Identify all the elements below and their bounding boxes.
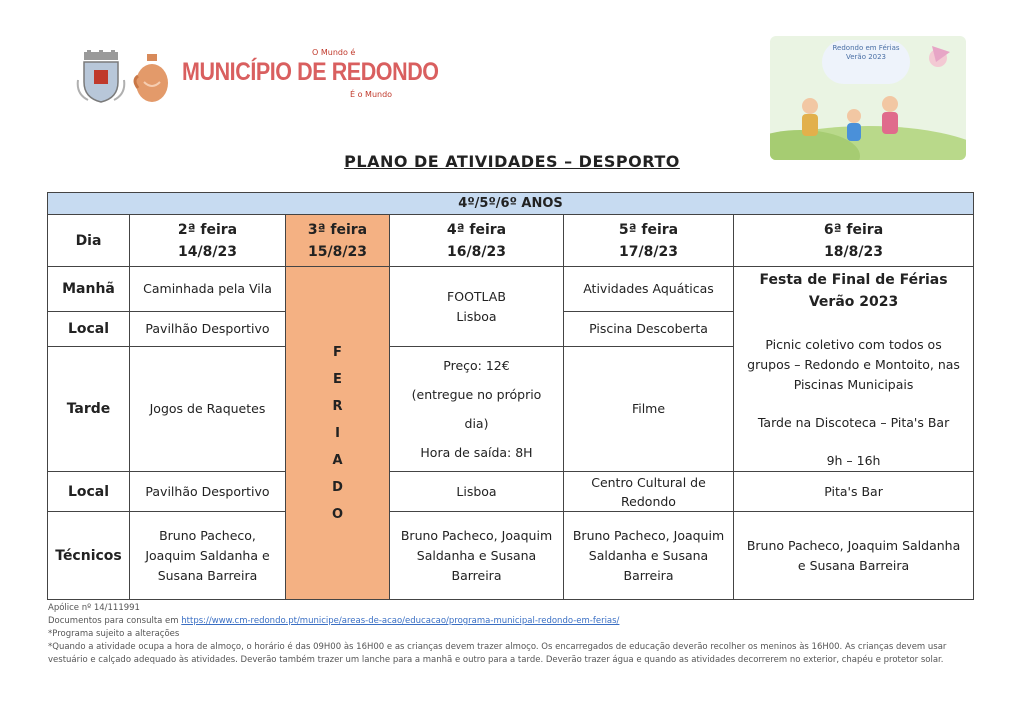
day-name: 3ª feira: [307, 221, 368, 238]
days-row: [48, 215, 974, 267]
age-group-header: 4º/5º/6º ANOS: [48, 193, 974, 215]
day-header-thursday: [564, 215, 734, 267]
wednesday-morning-cell: [390, 267, 564, 347]
place-row-2: [48, 472, 974, 512]
changes-note: *Programa sujeito a alterações: [48, 629, 180, 639]
clay-jar-icon: [132, 52, 172, 104]
thursday-afternoon-cell: Filme: [564, 347, 734, 472]
logo-brand-name: MUNICÍPIO DE REDONDO: [182, 58, 439, 86]
lunch-note: *Quando a atividade ocupa a hora de almoço, o horário é das 09H00 às 16H00 e as crianças devem trazer almoço. Os encarregados de educação deverão recolher os meninos às 16H00. As crianças devem usar vestuário e calçado adequado às atividades. Deverão também trazer um lanche para a manhã e outro para a tarde. Deverão trazer água e quando as atividades decorrerem no exterior, chapéu e protetor solar.: [48, 642, 947, 665]
day-name: 5ª feira: [618, 221, 679, 238]
thursday-place2-cell: [564, 472, 734, 512]
day-header-tuesday: [286, 215, 390, 267]
coat-of-arms-icon: [76, 50, 126, 104]
staff-line: Saldanha e Susana: [416, 547, 537, 563]
thursday-morning-cell: Atividades Aquáticas: [564, 267, 734, 312]
price-line: Preço: 12€: [443, 358, 510, 374]
friday-staff-cell: [734, 512, 974, 600]
staff-line: Susana Barreira: [157, 567, 258, 583]
event-line: Piscinas Municipais: [793, 377, 914, 392]
staff-line: Bruno Pacheco, Joaquim: [400, 527, 553, 543]
event-line: Picnic coletivo com todos os: [765, 337, 942, 352]
event-title: Festa de Final de Férias: [759, 272, 948, 288]
day-date: 18/8/23: [824, 243, 883, 260]
day-name: 4ª feira: [446, 221, 507, 238]
departure-time: Hora de saída: 8H: [420, 445, 533, 461]
staff-line: Saldanha e Susana: [588, 547, 709, 563]
staff-line: Joaquim Saldanha e: [145, 547, 270, 563]
staff-row: [48, 512, 974, 600]
wednesday-place2-cell: Lisboa: [390, 472, 564, 512]
monday-staff-cell: [130, 512, 286, 600]
wednesday-staff-cell: [390, 512, 564, 600]
activity-place: Lisboa: [456, 308, 497, 324]
friday-event-cell: [734, 267, 974, 472]
holiday-letter: E: [333, 371, 342, 387]
friday-place2-cell: Pita's Bar: [734, 472, 974, 512]
event-subtitle: Verão 2023: [808, 294, 899, 310]
thursday-staff-cell: [564, 512, 734, 600]
footer-notes: [48, 602, 978, 667]
place-line: Redondo: [621, 493, 676, 509]
activity-name: FOOTLAB: [447, 288, 506, 304]
day-column-label: Dia: [48, 215, 130, 267]
event-line: Tarde na Discoteca – Pita's Bar: [757, 415, 950, 430]
holiday-letter: F: [333, 344, 342, 360]
day-date: 16/8/23: [447, 243, 506, 260]
day-header-monday: [130, 215, 286, 267]
holiday-letter: I: [335, 425, 340, 441]
summer-banner: [770, 36, 966, 160]
thursday-place-cell: Piscina Descoberta: [564, 312, 734, 347]
wednesday-afternoon-cell: [390, 347, 564, 472]
staff-line: Bruno Pacheco, Joaquim Saldanha: [746, 537, 961, 553]
day-date: 17/8/23: [619, 243, 678, 260]
day-date: 14/8/23: [178, 243, 237, 260]
morning-row: [48, 267, 974, 312]
monday-afternoon-cell: Jogos de Raquetes: [130, 347, 286, 472]
row-label-afternoon: Tarde: [48, 347, 130, 472]
day-name: 6ª feira: [823, 221, 884, 238]
banner-caption: Redondo em Férias Verão 2023: [832, 44, 900, 61]
page-title: PLANO DE ATIVIDADES – DESPORTO: [344, 152, 680, 171]
place-line: Centro Cultural de: [591, 474, 706, 490]
documents-label: Documentos para consulta em: [48, 616, 182, 626]
holiday-letter: A: [332, 452, 343, 468]
activities-table: [47, 192, 974, 600]
municipality-logo: [76, 46, 439, 108]
day-header-friday: [734, 215, 974, 267]
day-name: 2ª feira: [177, 221, 238, 238]
row-label-place: Local: [48, 312, 130, 347]
staff-line: Barreira: [451, 567, 502, 583]
row-label-place: Local: [48, 472, 130, 512]
group-header-row: [48, 193, 974, 215]
staff-line: e Susana Barreira: [797, 557, 910, 573]
logo-top-tagline: O Mundo é: [312, 48, 356, 57]
row-label-staff: Técnicos: [48, 512, 130, 600]
staff-line: Bruno Pacheco, Joaquim: [572, 527, 725, 543]
logo-bottom-tagline: É o Mundo: [350, 90, 393, 99]
holiday-cell: [286, 267, 390, 600]
staff-line: Barreira: [623, 567, 674, 583]
monday-morning-cell: Caminhada pela Vila: [130, 267, 286, 312]
staff-line: Bruno Pacheco,: [159, 527, 256, 543]
row-label-morning: Manhã: [48, 267, 130, 312]
documents-link[interactable]: https://www.cm-redondo.pt/municipe/areas-de-acao/educacao/programa-municipal-redondo-em-ferias/: [181, 616, 620, 626]
policy-number: Apólice nº 14/111991: [48, 603, 140, 613]
price-note: dia): [464, 416, 489, 432]
day-date: 15/8/23: [308, 243, 367, 260]
holiday-letter: O: [331, 506, 344, 522]
holiday-letter: D: [332, 479, 343, 495]
event-hours: 9h – 16h: [826, 453, 881, 468]
event-line: grupos – Redondo e Montoito, nas: [747, 357, 960, 372]
monday-place-cell: Pavilhão Desportivo: [130, 312, 286, 347]
documents-line: [48, 615, 978, 628]
price-note: (entregue no próprio: [411, 387, 542, 403]
day-header-wednesday: [390, 215, 564, 267]
monday-place2-cell: Pavilhão Desportivo: [130, 472, 286, 512]
holiday-letter: R: [332, 398, 343, 414]
